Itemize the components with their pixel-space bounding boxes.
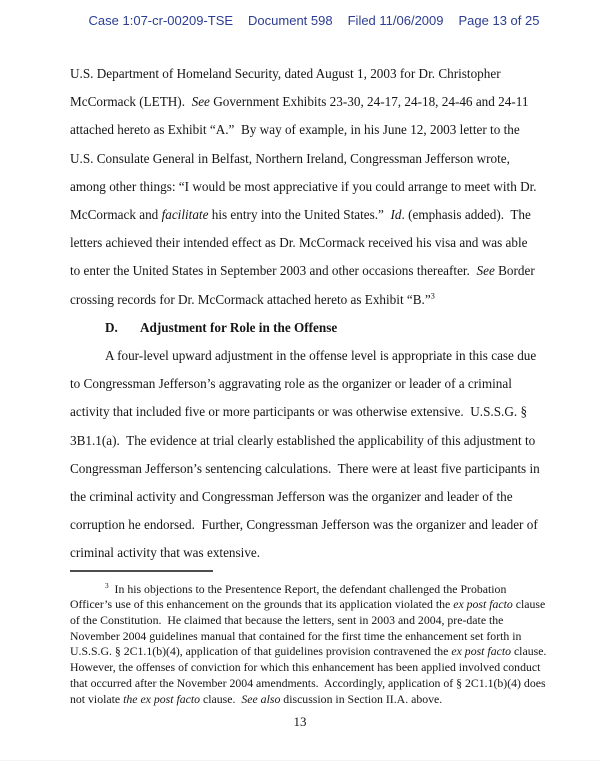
header-page-info: Page 13 of 25 <box>458 13 540 28</box>
page-number: 13 <box>293 714 307 730</box>
section-title: Adjustment for Role in the Offense <box>140 319 338 335</box>
section-letter: D. <box>105 319 118 335</box>
paragraph-visa-letters: U.S. Department of Homeland Security, dated August 1, 2003 for Dr. Christopher McCormack (LETH). See Government Exhibits 23-30, 24-17, 24-18, 24-46 and 24-11 attached hereto as Exhibit “A.” By way of example, in his June 12, 2003 letter to the U.S. Consulate General in Belfast, Northern Ireland, Congressman Jefferson wrote, among other things: “I would be most appreciative if you could arrange to meet with Dr. McCormack and facilitate his entry into the United States.” Id. (emphasis added). The letters achieved their intended effect as Dr. McCormack received his visa and was able to enter the United States in September 2003 and other occasions thereafter. See Border crossing records for Dr. McCormack attached hereto as Exhibit “B.”$^3$ <box>70 66 540 307</box>
footnote-separator <box>70 570 213 572</box>
page-edge-line <box>0 760 600 761</box>
document-body <box>70 60 544 568</box>
case-header <box>14 0 600 28</box>
footnote-3: $^3$ In his objections to the Presentence Report, the defendant challenged the Probation Officer’s use of this enhancement on the grounds that its application violated the ex post facto clause of the Constitution. He claimed that because the letters, sent in 2003 and 2004, pre-date the November 2004 guidelines manual that contained for the first time the enhancement set forth in U.S.S.G. § 2C1.1(b)(4), application of that guidelines provision contravened the ex post facto clause. However, the offenses of conviction for which this enhancement has been applied involved conduct that occurred after the November 2004 amendments. Accordingly, application of § 2C1.1(b)(4) does not violate the ex post facto clause. See also discussion in Section II.A. above. <box>70 580 553 706</box>
section-heading <box>70 314 541 342</box>
header-document-number: Document 598 <box>248 13 333 28</box>
header-filed-date: Filed 11/06/2009 <box>347 13 444 28</box>
header-case-number: Case 1:07-cr-00209-TSE <box>88 13 234 28</box>
paragraph-role-adjustment: A four-level upward adjustment in the offense level is appropriate in this case due to Congressman Jefferson’s aggravating role as the organizer or leader of a criminal activity that included five or more participants or was otherwise extensive. U.S.S.G. § 3B1.1(a). The evidence at trial clearly established the applicability of this adjustment to Congressman Jefferson’s sentencing calculations. There were at least five participants in the criminal activity and Congressman Jefferson was the organizer and leader of the corruption he endorsed. Further, Congressman Jefferson was the organizer and leader of criminal activity that was extensive. <box>70 348 544 561</box>
